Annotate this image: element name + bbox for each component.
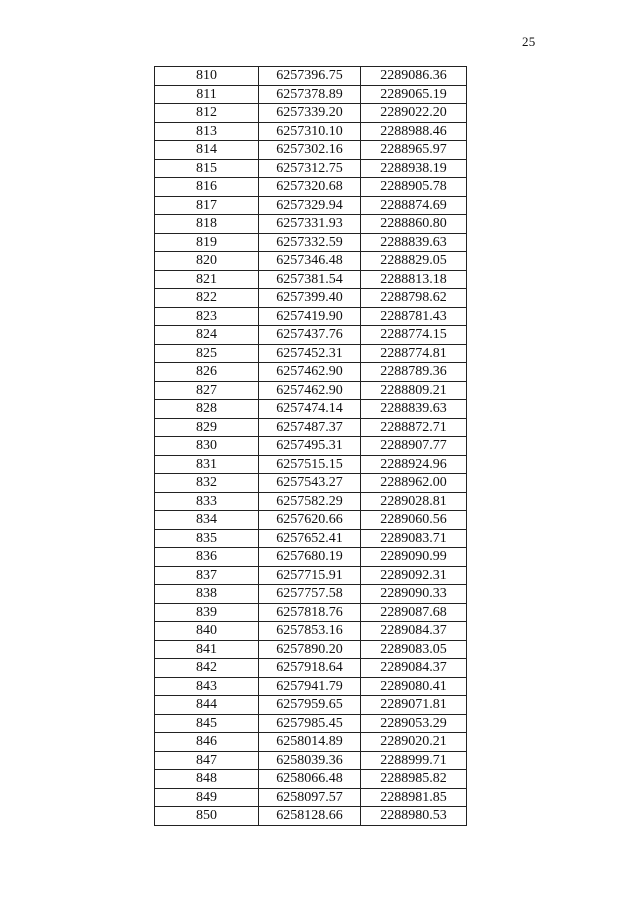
- table-row: [155, 474, 467, 493]
- x-coordinate-cell: 6257985.45: [259, 714, 361, 733]
- y-coordinate-cell: 2289087.68: [361, 603, 467, 622]
- coordinates-table: [154, 66, 467, 826]
- y-coordinate-cell: 2288981.85: [361, 788, 467, 807]
- y-coordinate-cell: 2288905.78: [361, 178, 467, 197]
- x-coordinate-cell: 6257620.66: [259, 511, 361, 530]
- x-coordinate-cell: 6257329.94: [259, 196, 361, 215]
- y-coordinate-cell: 2288872.71: [361, 418, 467, 437]
- point-number-cell: 834: [155, 511, 259, 530]
- y-coordinate-cell: 2289060.56: [361, 511, 467, 530]
- point-number-cell: 833: [155, 492, 259, 511]
- point-number-cell: 835: [155, 529, 259, 548]
- y-coordinate-cell: 2289083.71: [361, 529, 467, 548]
- x-coordinate-cell: 6257652.41: [259, 529, 361, 548]
- x-coordinate-cell: 6257399.40: [259, 289, 361, 308]
- y-coordinate-cell: 2289084.37: [361, 622, 467, 641]
- point-number-cell: 825: [155, 344, 259, 363]
- table-row: [155, 455, 467, 474]
- point-number-cell: 814: [155, 141, 259, 160]
- table-row: [155, 85, 467, 104]
- point-number-cell: 836: [155, 548, 259, 567]
- y-coordinate-cell: 2288813.18: [361, 270, 467, 289]
- y-coordinate-cell: 2289083.05: [361, 640, 467, 659]
- table-row: [155, 400, 467, 419]
- table-row: [155, 492, 467, 511]
- x-coordinate-cell: 6257582.29: [259, 492, 361, 511]
- table-row: [155, 418, 467, 437]
- point-number-cell: 832: [155, 474, 259, 493]
- x-coordinate-cell: 6257941.79: [259, 677, 361, 696]
- x-coordinate-cell: 6258128.66: [259, 807, 361, 826]
- x-coordinate-cell: 6258097.57: [259, 788, 361, 807]
- point-number-cell: 842: [155, 659, 259, 678]
- x-coordinate-cell: 6257419.90: [259, 307, 361, 326]
- x-coordinate-cell: 6257452.31: [259, 344, 361, 363]
- table-row: [155, 363, 467, 382]
- table-row: [155, 566, 467, 585]
- point-number-cell: 848: [155, 770, 259, 789]
- point-number-cell: 830: [155, 437, 259, 456]
- point-number-cell: 838: [155, 585, 259, 604]
- y-coordinate-cell: 2288999.71: [361, 751, 467, 770]
- table-row: [155, 215, 467, 234]
- table-row: [155, 307, 467, 326]
- table-row: [155, 252, 467, 271]
- table-row: [155, 178, 467, 197]
- table-row: [155, 381, 467, 400]
- point-number-cell: 828: [155, 400, 259, 419]
- x-coordinate-cell: 6257462.90: [259, 363, 361, 382]
- table-row: [155, 233, 467, 252]
- point-number-cell: 826: [155, 363, 259, 382]
- y-coordinate-cell: 2288965.97: [361, 141, 467, 160]
- table-row: [155, 104, 467, 123]
- y-coordinate-cell: 2288781.43: [361, 307, 467, 326]
- y-coordinate-cell: 2289020.21: [361, 733, 467, 752]
- table-row: [155, 159, 467, 178]
- point-number-cell: 841: [155, 640, 259, 659]
- x-coordinate-cell: 6257543.27: [259, 474, 361, 493]
- x-coordinate-cell: 6257378.89: [259, 85, 361, 104]
- table-row: [155, 289, 467, 308]
- y-coordinate-cell: 2288962.00: [361, 474, 467, 493]
- point-number-cell: 818: [155, 215, 259, 234]
- table-row: [155, 714, 467, 733]
- y-coordinate-cell: 2288985.82: [361, 770, 467, 789]
- y-coordinate-cell: 2288874.69: [361, 196, 467, 215]
- point-number-cell: 822: [155, 289, 259, 308]
- x-coordinate-cell: 6257331.93: [259, 215, 361, 234]
- point-number-cell: 850: [155, 807, 259, 826]
- point-number-cell: 824: [155, 326, 259, 345]
- x-coordinate-cell: 6257310.10: [259, 122, 361, 141]
- point-number-cell: 810: [155, 67, 259, 86]
- y-coordinate-cell: 2288988.46: [361, 122, 467, 141]
- point-number-cell: 820: [155, 252, 259, 271]
- table-row: [155, 788, 467, 807]
- y-coordinate-cell: 2289028.81: [361, 492, 467, 511]
- y-coordinate-cell: 2289092.31: [361, 566, 467, 585]
- x-coordinate-cell: 6257346.48: [259, 252, 361, 271]
- x-coordinate-cell: 6257715.91: [259, 566, 361, 585]
- page-number: 25: [522, 34, 536, 49]
- table-row: [155, 511, 467, 530]
- point-number-cell: 831: [155, 455, 259, 474]
- y-coordinate-cell: 2289080.41: [361, 677, 467, 696]
- point-number-cell: 843: [155, 677, 259, 696]
- table-row: [155, 677, 467, 696]
- x-coordinate-cell: 6257320.68: [259, 178, 361, 197]
- table-row: [155, 807, 467, 826]
- x-coordinate-cell: 6257396.75: [259, 67, 361, 86]
- x-coordinate-cell: 6257495.31: [259, 437, 361, 456]
- x-coordinate-cell: 6257474.14: [259, 400, 361, 419]
- x-coordinate-cell: 6257757.58: [259, 585, 361, 604]
- y-coordinate-cell: 2288980.53: [361, 807, 467, 826]
- x-coordinate-cell: 6257302.16: [259, 141, 361, 160]
- point-number-cell: 827: [155, 381, 259, 400]
- y-coordinate-cell: 2289086.36: [361, 67, 467, 86]
- x-coordinate-cell: 6257959.65: [259, 696, 361, 715]
- table-row: [155, 344, 467, 363]
- y-coordinate-cell: 2289065.19: [361, 85, 467, 104]
- coordinates-table-body: [155, 67, 467, 826]
- x-coordinate-cell: 6257853.16: [259, 622, 361, 641]
- point-number-cell: 812: [155, 104, 259, 123]
- x-coordinate-cell: 6257890.20: [259, 640, 361, 659]
- table-row: [155, 122, 467, 141]
- y-coordinate-cell: 2288829.05: [361, 252, 467, 271]
- table-row: [155, 733, 467, 752]
- table-row: [155, 696, 467, 715]
- table-row: [155, 270, 467, 289]
- table-row: [155, 770, 467, 789]
- x-coordinate-cell: 6257381.54: [259, 270, 361, 289]
- table-row: [155, 659, 467, 678]
- point-number-cell: 845: [155, 714, 259, 733]
- y-coordinate-cell: 2289084.37: [361, 659, 467, 678]
- y-coordinate-cell: 2288839.63: [361, 400, 467, 419]
- y-coordinate-cell: 2289053.29: [361, 714, 467, 733]
- x-coordinate-cell: 6258014.89: [259, 733, 361, 752]
- y-coordinate-cell: 2288809.21: [361, 381, 467, 400]
- point-number-cell: 823: [155, 307, 259, 326]
- y-coordinate-cell: 2288860.80: [361, 215, 467, 234]
- y-coordinate-cell: 2288839.63: [361, 233, 467, 252]
- y-coordinate-cell: 2289090.99: [361, 548, 467, 567]
- point-number-cell: 849: [155, 788, 259, 807]
- table-row: [155, 326, 467, 345]
- y-coordinate-cell: 2288774.81: [361, 344, 467, 363]
- table-row: [155, 437, 467, 456]
- x-coordinate-cell: 6258066.48: [259, 770, 361, 789]
- x-coordinate-cell: 6257515.15: [259, 455, 361, 474]
- table-row: [155, 640, 467, 659]
- point-number-cell: 840: [155, 622, 259, 641]
- table-row: [155, 603, 467, 622]
- table-row: [155, 622, 467, 641]
- x-coordinate-cell: 6257332.59: [259, 233, 361, 252]
- point-number-cell: 847: [155, 751, 259, 770]
- x-coordinate-cell: 6257312.75: [259, 159, 361, 178]
- table-row: [155, 196, 467, 215]
- y-coordinate-cell: 2289071.81: [361, 696, 467, 715]
- point-number-cell: 837: [155, 566, 259, 585]
- x-coordinate-cell: 6257487.37: [259, 418, 361, 437]
- point-number-cell: 813: [155, 122, 259, 141]
- x-coordinate-cell: 6257462.90: [259, 381, 361, 400]
- x-coordinate-cell: 6257339.20: [259, 104, 361, 123]
- point-number-cell: 846: [155, 733, 259, 752]
- x-coordinate-cell: 6257680.19: [259, 548, 361, 567]
- y-coordinate-cell: 2288789.36: [361, 363, 467, 382]
- y-coordinate-cell: 2289090.33: [361, 585, 467, 604]
- point-number-cell: 829: [155, 418, 259, 437]
- y-coordinate-cell: 2288907.77: [361, 437, 467, 456]
- x-coordinate-cell: 6258039.36: [259, 751, 361, 770]
- point-number-cell: 816: [155, 178, 259, 197]
- x-coordinate-cell: 6257818.76: [259, 603, 361, 622]
- point-number-cell: 817: [155, 196, 259, 215]
- table-row: [155, 529, 467, 548]
- y-coordinate-cell: 2288798.62: [361, 289, 467, 308]
- table-row: [155, 751, 467, 770]
- y-coordinate-cell: 2289022.20: [361, 104, 467, 123]
- table-row: [155, 548, 467, 567]
- y-coordinate-cell: 2288938.19: [361, 159, 467, 178]
- y-coordinate-cell: 2288924.96: [361, 455, 467, 474]
- point-number-cell: 844: [155, 696, 259, 715]
- table-row: [155, 67, 467, 86]
- point-number-cell: 839: [155, 603, 259, 622]
- point-number-cell: 819: [155, 233, 259, 252]
- y-coordinate-cell: 2288774.15: [361, 326, 467, 345]
- table-row: [155, 585, 467, 604]
- point-number-cell: 815: [155, 159, 259, 178]
- point-number-cell: 821: [155, 270, 259, 289]
- table-row: [155, 141, 467, 160]
- point-number-cell: 811: [155, 85, 259, 104]
- x-coordinate-cell: 6257437.76: [259, 326, 361, 345]
- x-coordinate-cell: 6257918.64: [259, 659, 361, 678]
